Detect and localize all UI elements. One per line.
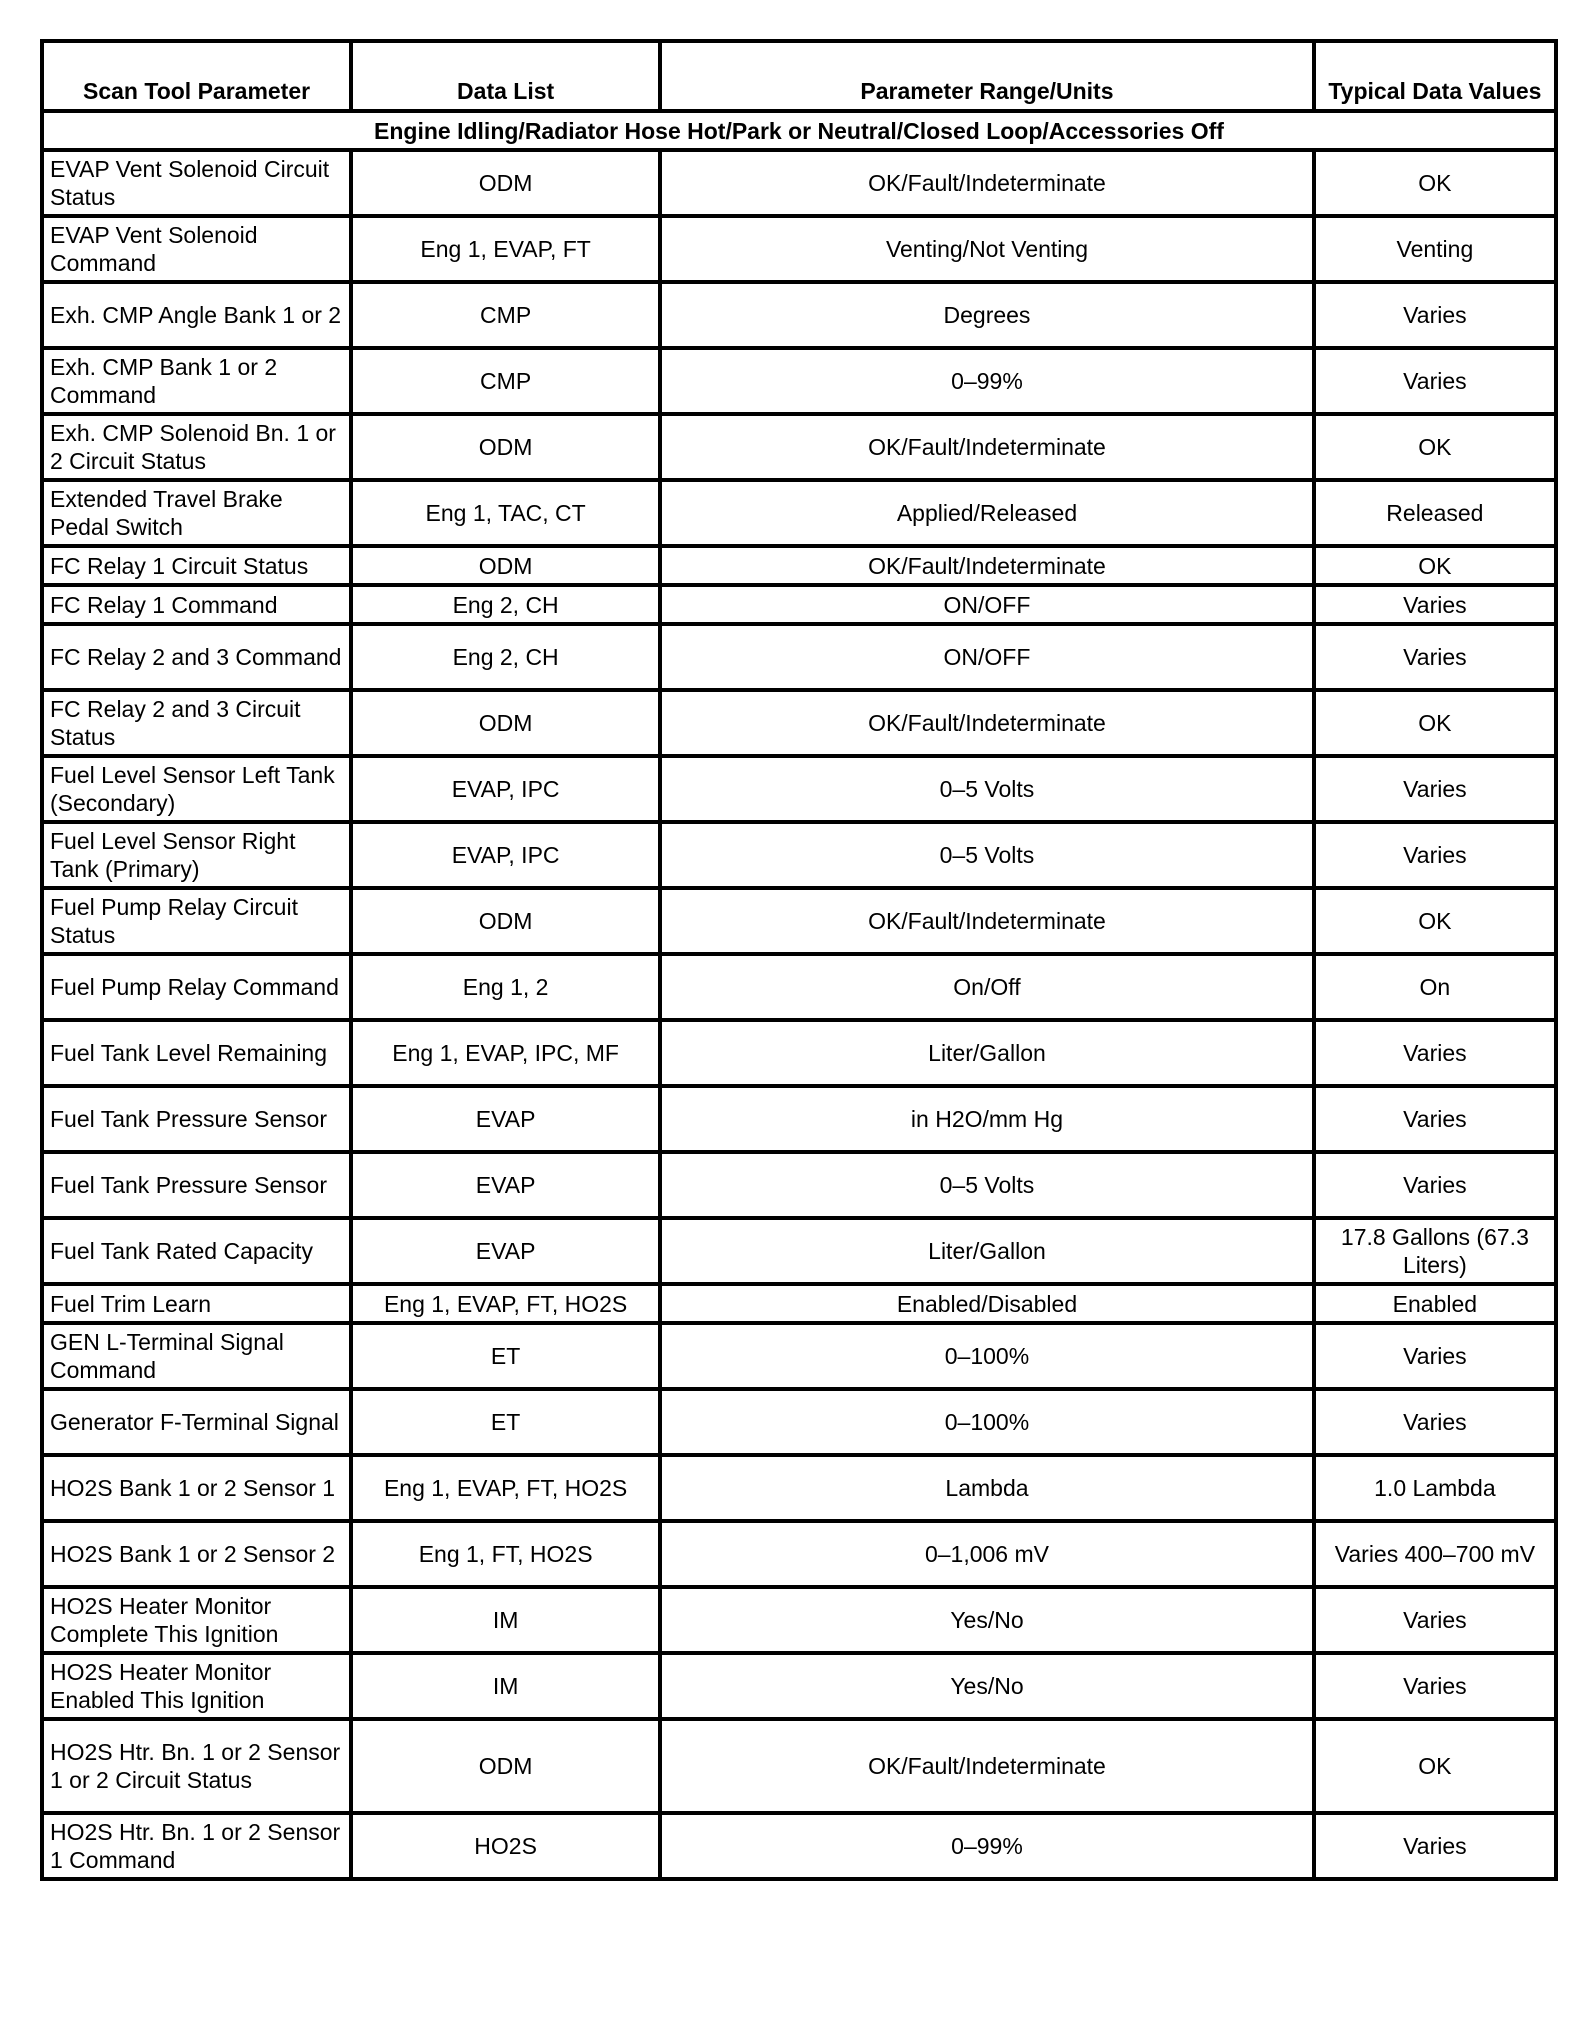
data-list-cell: ODM — [351, 690, 660, 756]
table-row — [42, 1218, 1556, 1284]
scan-tool-parameter-cell: GEN L-Terminal Signal Command — [42, 1323, 351, 1389]
parameter-range-cell: 0–100% — [660, 1389, 1314, 1455]
scan-tool-parameter-cell: HO2S Bank 1 or 2 Sensor 1 — [42, 1455, 351, 1521]
scan-tool-parameter-cell: Generator F-Terminal Signal — [42, 1389, 351, 1455]
scan-tool-parameter-cell: Fuel Level Sensor Right Tank (Primary) — [42, 822, 351, 888]
parameter-range-cell: 0–1,006 mV — [660, 1521, 1314, 1587]
parameter-range-cell: Enabled/Disabled — [660, 1284, 1314, 1323]
table-row — [42, 1323, 1556, 1389]
data-list-cell: ODM — [351, 1719, 660, 1813]
table-row — [42, 1152, 1556, 1218]
data-list-cell: ODM — [351, 888, 660, 954]
typical-value-cell: Varies — [1314, 1587, 1556, 1653]
scan-tool-parameter-cell: HO2S Htr. Bn. 1 or 2 Sensor 1 or 2 Circuit Status — [42, 1719, 351, 1813]
data-list-cell: Eng 2, CH — [351, 585, 660, 624]
parameter-range-cell: 0–5 Volts — [660, 1152, 1314, 1218]
parameter-range-cell: Degrees — [660, 282, 1314, 348]
scan-tool-parameter-cell: HO2S Bank 1 or 2 Sensor 2 — [42, 1521, 351, 1587]
parameter-range-cell: Liter/Gallon — [660, 1218, 1314, 1284]
parameter-range-cell: in H2O/mm Hg — [660, 1086, 1314, 1152]
table-row — [42, 1389, 1556, 1455]
typical-value-cell: Released — [1314, 480, 1556, 546]
parameter-range-cell: Lambda — [660, 1455, 1314, 1521]
table-row — [42, 480, 1556, 546]
typical-value-cell: OK — [1314, 546, 1556, 585]
data-list-cell: Eng 1, TAC, CT — [351, 480, 660, 546]
data-list-cell: Eng 1, EVAP, FT, HO2S — [351, 1284, 660, 1323]
table-row — [42, 888, 1556, 954]
parameter-range-cell: ON/OFF — [660, 624, 1314, 690]
parameter-range-cell: Yes/No — [660, 1587, 1314, 1653]
header-data-list: Data List — [351, 41, 660, 111]
parameter-range-cell: Yes/No — [660, 1653, 1314, 1719]
typical-value-cell: OK — [1314, 1719, 1556, 1813]
header-typical-data-values: Typical Data Values — [1314, 41, 1556, 111]
scan-tool-parameter-cell: FC Relay 1 Circuit Status — [42, 546, 351, 585]
parameter-range-cell: OK/Fault/Indeterminate — [660, 1719, 1314, 1813]
scan-tool-parameter-cell: FC Relay 2 and 3 Command — [42, 624, 351, 690]
parameter-range-cell: 0–100% — [660, 1323, 1314, 1389]
scan-tool-parameter-cell: Fuel Pump Relay Circuit Status — [42, 888, 351, 954]
typical-value-cell: 17.8 Gallons (67.3 Liters) — [1314, 1218, 1556, 1284]
scan-tool-parameter-cell: EVAP Vent Solenoid Circuit Status — [42, 150, 351, 216]
data-list-cell: HO2S — [351, 1813, 660, 1879]
parameter-range-cell: On/Off — [660, 954, 1314, 1020]
parameter-range-cell: 0–99% — [660, 348, 1314, 414]
table-row — [42, 624, 1556, 690]
typical-value-cell: Varies — [1314, 1813, 1556, 1879]
typical-value-cell: Varies — [1314, 1152, 1556, 1218]
typical-value-cell: On — [1314, 954, 1556, 1020]
table-row — [42, 690, 1556, 756]
data-list-cell: Eng 1, EVAP, IPC, MF — [351, 1020, 660, 1086]
scan-tool-parameter-cell: Exh. CMP Bank 1 or 2 Command — [42, 348, 351, 414]
data-list-cell: Eng 2, CH — [351, 624, 660, 690]
parameter-range-cell: OK/Fault/Indeterminate — [660, 414, 1314, 480]
table-row — [42, 546, 1556, 585]
header-scan-tool-parameter: Scan Tool Parameter — [42, 41, 351, 111]
parameter-range-cell: 0–5 Volts — [660, 822, 1314, 888]
operating-condition: Engine Idling/Radiator Hose Hot/Park or Neutral/Closed Loop/Accessories Off — [42, 111, 1556, 150]
table-row — [42, 1587, 1556, 1653]
table-row — [42, 216, 1556, 282]
table-row — [42, 1719, 1556, 1813]
data-list-cell: IM — [351, 1653, 660, 1719]
data-list-cell: ET — [351, 1389, 660, 1455]
data-list-cell: EVAP — [351, 1152, 660, 1218]
data-list-cell: ODM — [351, 414, 660, 480]
scan-tool-parameter-cell: Fuel Tank Pressure Sensor — [42, 1152, 351, 1218]
parameter-range-cell: OK/Fault/Indeterminate — [660, 888, 1314, 954]
table-row — [42, 1284, 1556, 1323]
data-list-cell: EVAP, IPC — [351, 822, 660, 888]
parameter-range-cell: ON/OFF — [660, 585, 1314, 624]
typical-value-cell: Enabled — [1314, 1284, 1556, 1323]
typical-value-cell: OK — [1314, 150, 1556, 216]
scan-tool-parameter-cell: HO2S Heater Monitor Complete This Ignition — [42, 1587, 351, 1653]
scan-tool-parameter-cell: Fuel Trim Learn — [42, 1284, 351, 1323]
scan-tool-parameter-cell: Fuel Pump Relay Command — [42, 954, 351, 1020]
typical-value-cell: Varies — [1314, 585, 1556, 624]
table-row — [42, 1813, 1556, 1879]
data-list-cell: Eng 1, EVAP, FT, HO2S — [351, 1455, 660, 1521]
parameter-range-cell: 0–5 Volts — [660, 756, 1314, 822]
parameter-range-cell: Liter/Gallon — [660, 1020, 1314, 1086]
typical-value-cell: Varies — [1314, 1323, 1556, 1389]
scan-tool-parameter-cell: HO2S Heater Monitor Enabled This Ignition — [42, 1653, 351, 1719]
parameter-range-cell: Venting/Not Venting — [660, 216, 1314, 282]
scan-tool-parameter-cell: Fuel Tank Rated Capacity — [42, 1218, 351, 1284]
table-row — [42, 414, 1556, 480]
typical-value-cell: Varies — [1314, 1086, 1556, 1152]
typical-value-cell: Varies — [1314, 348, 1556, 414]
typical-value-cell: Varies 400–700 mV — [1314, 1521, 1556, 1587]
table-row — [42, 1455, 1556, 1521]
scan-tool-parameter-cell: EVAP Vent Solenoid Command — [42, 216, 351, 282]
data-list-cell: EVAP — [351, 1086, 660, 1152]
parameter-range-cell: OK/Fault/Indeterminate — [660, 690, 1314, 756]
table-row — [42, 822, 1556, 888]
data-list-cell: ET — [351, 1323, 660, 1389]
table-row — [42, 585, 1556, 624]
parameter-range-cell: Applied/Released — [660, 480, 1314, 546]
data-list-cell: CMP — [351, 348, 660, 414]
condition-row — [42, 111, 1556, 150]
data-list-cell: EVAP — [351, 1218, 660, 1284]
scan-tool-parameter-cell: Exh. CMP Angle Bank 1 or 2 — [42, 282, 351, 348]
parameter-range-cell: OK/Fault/Indeterminate — [660, 546, 1314, 585]
typical-value-cell: Varies — [1314, 1020, 1556, 1086]
data-list-cell: EVAP, IPC — [351, 756, 660, 822]
table-row — [42, 1020, 1556, 1086]
data-list-cell: Eng 1, FT, HO2S — [351, 1521, 660, 1587]
scan-tool-parameter-cell: FC Relay 2 and 3 Circuit Status — [42, 690, 351, 756]
header-parameter-range-units: Parameter Range/Units — [660, 41, 1314, 111]
table-row — [42, 282, 1556, 348]
scan-tool-parameter-cell: Fuel Level Sensor Left Tank (Secondary) — [42, 756, 351, 822]
table-row — [42, 348, 1556, 414]
data-list-cell: CMP — [351, 282, 660, 348]
table-row — [42, 1086, 1556, 1152]
table-row — [42, 150, 1556, 216]
scan-tool-parameter-cell: FC Relay 1 Command — [42, 585, 351, 624]
data-list-cell: Eng 1, 2 — [351, 954, 660, 1020]
typical-value-cell: OK — [1314, 888, 1556, 954]
scan-tool-parameter-cell: HO2S Htr. Bn. 1 or 2 Sensor 1 Command — [42, 1813, 351, 1879]
header-row — [42, 41, 1556, 111]
data-list-cell: Eng 1, EVAP, FT — [351, 216, 660, 282]
scan-tool-data-table — [40, 39, 1558, 1881]
data-list-cell: IM — [351, 1587, 660, 1653]
parameter-range-cell: OK/Fault/Indeterminate — [660, 150, 1314, 216]
parameter-range-cell: 0–99% — [660, 1813, 1314, 1879]
typical-value-cell: Varies — [1314, 624, 1556, 690]
typical-value-cell: OK — [1314, 690, 1556, 756]
typical-value-cell: Varies — [1314, 282, 1556, 348]
scan-tool-parameter-cell: Fuel Tank Level Remaining — [42, 1020, 351, 1086]
scan-tool-parameter-cell: Fuel Tank Pressure Sensor — [42, 1086, 351, 1152]
typical-value-cell: Varies — [1314, 756, 1556, 822]
data-list-cell: ODM — [351, 150, 660, 216]
scan-tool-parameter-cell: Extended Travel Brake Pedal Switch — [42, 480, 351, 546]
table-row — [42, 954, 1556, 1020]
scan-tool-parameter-cell: Exh. CMP Solenoid Bn. 1 or 2 Circuit Status — [42, 414, 351, 480]
typical-value-cell: OK — [1314, 414, 1556, 480]
table-row — [42, 1653, 1556, 1719]
data-list-cell: ODM — [351, 546, 660, 585]
table-row — [42, 756, 1556, 822]
typical-value-cell: Varies — [1314, 822, 1556, 888]
typical-value-cell: 1.0 Lambda — [1314, 1455, 1556, 1521]
typical-value-cell: Venting — [1314, 216, 1556, 282]
typical-value-cell: Varies — [1314, 1389, 1556, 1455]
typical-value-cell: Varies — [1314, 1653, 1556, 1719]
table-row — [42, 1521, 1556, 1587]
